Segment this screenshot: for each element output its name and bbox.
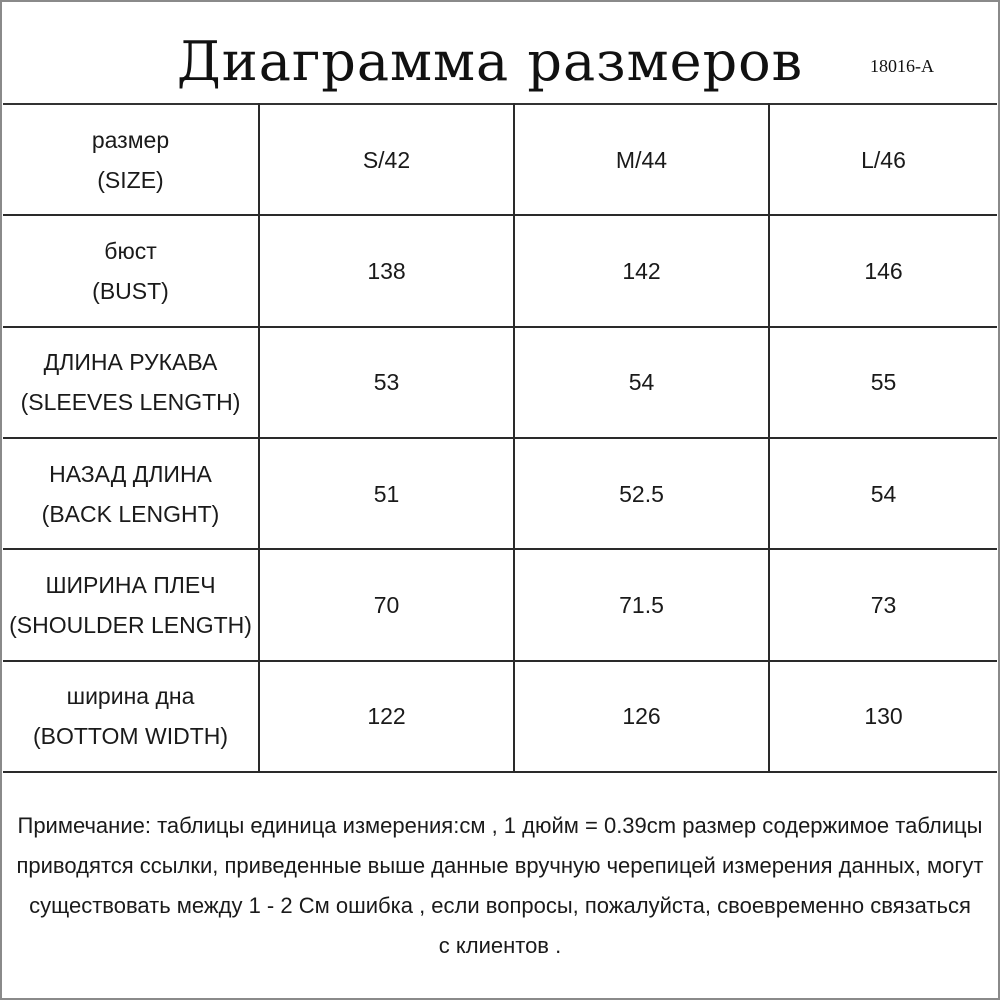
row-label-bust	[3, 215, 259, 326]
table-cell	[769, 438, 997, 549]
frame-border-top	[0, 0, 1000, 2]
table-cell	[259, 327, 514, 438]
size-table-wrapper	[3, 103, 997, 773]
cell-value: 55	[870, 369, 897, 396]
note-line: существовать между 1 - 2 См ошибка , если вопросы, пожалуйста, своевременно связаться	[29, 893, 971, 918]
row-label-ru: НАЗАД ДЛИНА	[49, 460, 212, 487]
row-label-back	[3, 438, 259, 549]
cell-value: 54	[870, 480, 897, 507]
cell-value: 53	[373, 369, 400, 396]
row-label-en: (SIZE)	[97, 166, 164, 193]
row-label-ru: ДЛИНА РУКАВА	[43, 349, 218, 376]
row-label-bottom	[3, 661, 259, 772]
cell-value: 71.5	[619, 591, 664, 618]
row-label-en: (SLEEVES LENGTH)	[20, 389, 241, 416]
table-cell	[514, 549, 769, 660]
cell-value: 70	[373, 591, 400, 618]
table-cell	[769, 215, 997, 326]
cell-value: 73	[870, 591, 897, 618]
table-row	[3, 438, 997, 549]
row-label-en: (SHOULDER LENGTH)	[9, 611, 252, 638]
table-cell	[514, 438, 769, 549]
cell-value: 51	[373, 480, 400, 507]
measurement-note	[0, 806, 1000, 966]
cell-value: 122	[367, 703, 406, 730]
row-label-ru: ШИРИНА ПЛЕЧ	[45, 571, 216, 598]
size-header: M/44	[615, 146, 668, 173]
table-row	[3, 661, 997, 772]
table-header-row	[3, 104, 997, 215]
table-cell	[769, 661, 997, 772]
note-line: с клиентов .	[438, 933, 562, 958]
table-cell	[769, 549, 997, 660]
size-header-cell	[514, 104, 769, 215]
table-row	[3, 215, 997, 326]
row-label-en: (BACK LENGHT)	[41, 500, 220, 527]
table-row	[3, 327, 997, 438]
cell-value: 142	[622, 257, 661, 284]
cell-value: 126	[622, 703, 661, 730]
cell-value: 138	[367, 257, 406, 284]
row-label-ru: бюст	[104, 237, 157, 264]
size-header: L/46	[861, 146, 906, 173]
table-cell	[514, 661, 769, 772]
page-title: Диаграмма размеров	[176, 30, 804, 93]
cell-value: 52.5	[619, 480, 664, 507]
row-label-ru: ширина дна	[66, 683, 195, 710]
table-cell	[259, 549, 514, 660]
row-label-sleeve	[3, 327, 259, 438]
note-line: приводятся ссылки, приведенные выше данные вручную черепицей измерения данных, могут	[16, 853, 984, 878]
table-cell	[514, 215, 769, 326]
row-label-shoulder	[3, 549, 259, 660]
product-code: 18016-A	[870, 56, 934, 76]
table-cell	[514, 327, 769, 438]
row-label-en: (BUST)	[92, 277, 169, 304]
size-header-cell	[259, 104, 514, 215]
size-header: S/42	[362, 146, 411, 173]
cell-value: 54	[628, 369, 655, 396]
cell-value: 146	[864, 257, 903, 284]
row-label-en: (BOTTOM WIDTH)	[32, 723, 229, 750]
note-line: Примечание: таблицы единица измерения:см , 1 дюйм = 0.39cm размер содержимое таблицы	[17, 813, 983, 838]
row-label-ru: размер	[91, 126, 170, 153]
table-cell	[769, 327, 997, 438]
table-cell	[259, 438, 514, 549]
size-header-cell	[769, 104, 997, 215]
size-table	[3, 103, 997, 773]
table-cell	[259, 661, 514, 772]
row-label-size	[3, 104, 259, 215]
table-cell	[259, 215, 514, 326]
cell-value: 130	[864, 703, 903, 730]
table-row	[3, 549, 997, 660]
